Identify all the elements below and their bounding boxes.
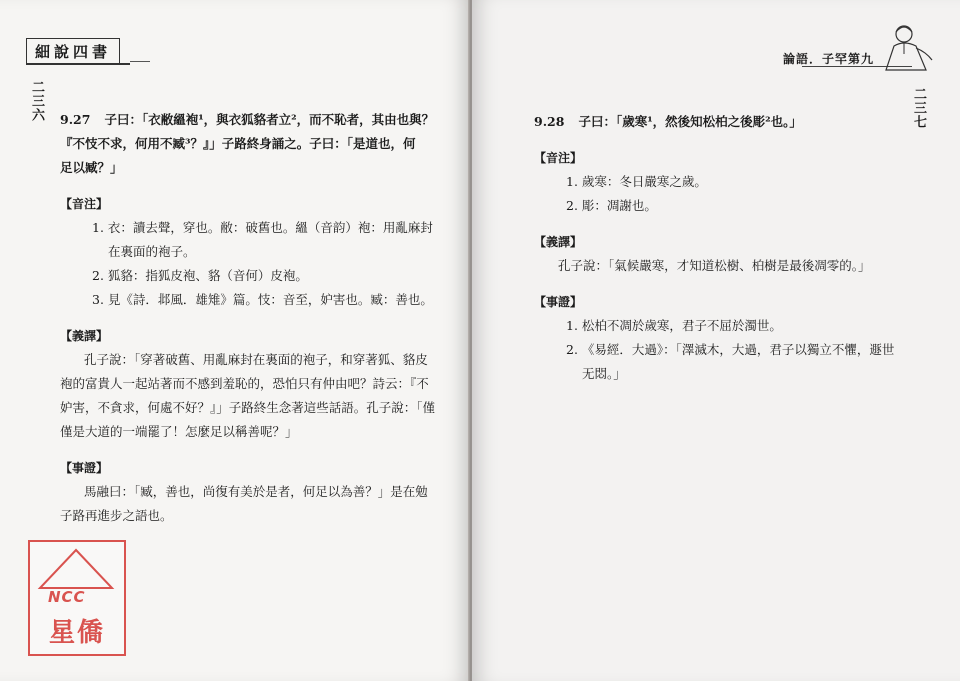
entry-line: 子曰：「歲寒¹，然後知松柏之後彫²也。」	[578, 114, 802, 129]
section-heading: 【音注】	[534, 151, 583, 165]
sage-illustration-icon	[880, 18, 942, 80]
series-title: 細說四書	[26, 38, 120, 65]
evidence-item: 1. 松柏不凋於歲寒，君子不屈於濁世。	[566, 318, 782, 333]
section-heading: 【音注】	[60, 197, 109, 211]
translation-paragraph: 孔子說：「氣候嚴寒，才知道松樹、柏樹是最後凋零的。」	[558, 258, 871, 273]
library-stamp	[28, 540, 126, 656]
left-page	[0, 0, 470, 681]
header-rule	[26, 63, 130, 65]
entry-number: 9.28	[534, 114, 565, 129]
note-item: 2. 狐貉：指狐皮袍、貉（音何）皮袍。	[92, 268, 308, 283]
note-item: 2. 彫：凋謝也。	[566, 198, 657, 213]
entry-line: 『不忮不求，何用不臧³？』」子路終身誦之。子曰：「是道也，何	[60, 136, 416, 151]
entry-number: 9.27	[60, 112, 91, 127]
entry-9-27	[60, 108, 440, 180]
left-content	[60, 108, 440, 528]
entry-line: 子曰：「衣敝縕袍¹，與衣狐貉者立²，而不恥者，其由也與？	[104, 112, 435, 127]
entry-line: 足以臧？」	[60, 160, 123, 175]
stamp-top-text: NCC	[48, 588, 86, 606]
section-heading: 【義譯】	[60, 329, 109, 343]
evidence-paragraph: 馬融曰：「臧，善也，尚復有美於是者，何足以為善？」是在勉子路再進步之語也。	[60, 484, 428, 523]
page-number-right: 二三七	[911, 87, 926, 129]
right-content	[534, 110, 904, 386]
note-item: 1. 歲寒：冬日嚴寒之歲。	[566, 174, 707, 189]
chapter-title: 論語．子罕第九	[782, 52, 874, 66]
header-rule-thin	[130, 61, 150, 62]
evidence-item: 2. 《易經．大過》：「澤滅木，大過，君子以獨立不懼，遯世无悶。」	[566, 342, 895, 381]
section-heading: 【義譯】	[534, 235, 583, 249]
note-item: 3. 見《詩．邶風．雄雉》篇。忮：音至，妒害也。臧：善也。	[92, 292, 433, 307]
note-item: 1. 衣：讀去聲，穿也。敝：破舊也。縕（音韵）袍：用亂麻封在裏面的袍子。	[92, 220, 433, 259]
section-heading: 【事證】	[60, 461, 109, 475]
right-page	[472, 0, 960, 681]
section-heading: 【事證】	[534, 295, 583, 309]
entry-9-28	[534, 110, 904, 134]
translation-paragraph: 孔子說：「穿著破舊、用亂麻封在裏面的袍子，和穿著狐、貉皮袍的富貴人一起站著而不感到羞恥的，恐怕只有仲由吧？詩云：『不妒害，不貪求，何處不好？』」子路終生念著這些話語。孔子說：「僅僅是大道的一端罷了！怎麼足以稱善呢？」	[60, 352, 436, 439]
triangle-icon	[36, 548, 116, 590]
page-number-left: 二三六	[29, 80, 44, 122]
stamp-bottom-text: 星僑	[48, 618, 105, 648]
